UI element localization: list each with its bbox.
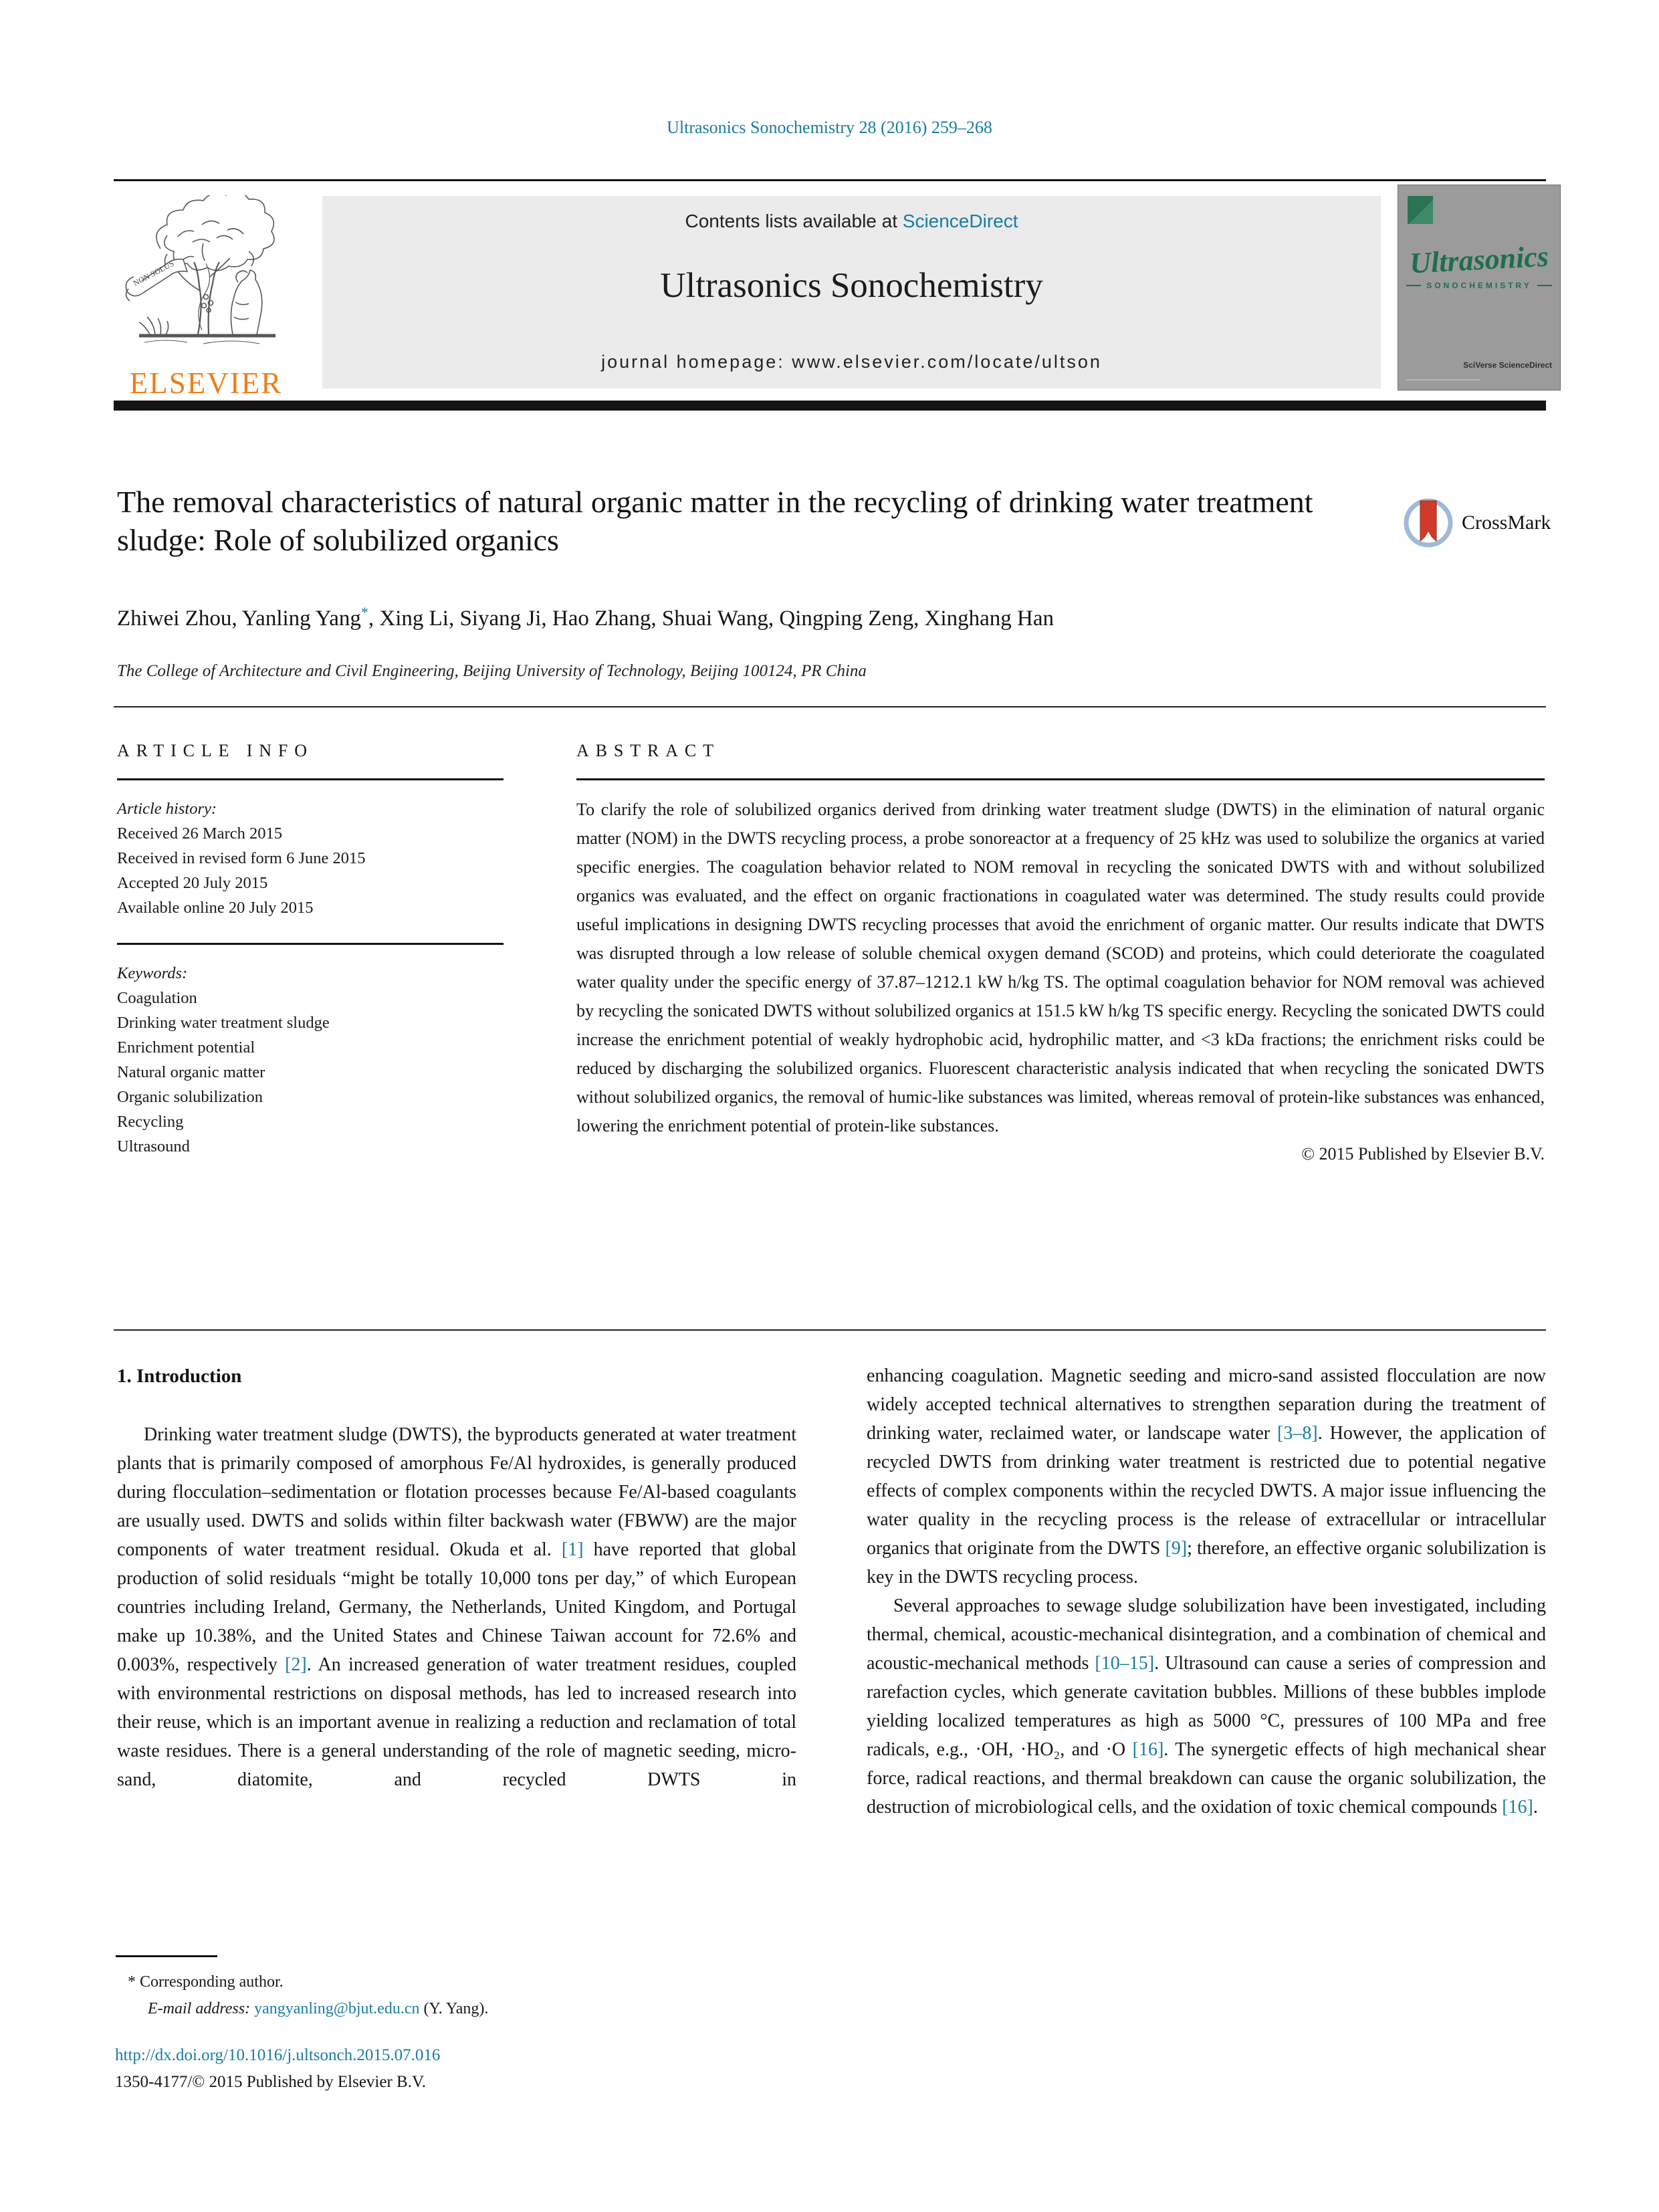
abstract-heading: ABSTRACT xyxy=(576,741,720,760)
history-item: Accepted 20 July 2015 xyxy=(117,874,268,892)
cover-rule-right xyxy=(1537,285,1552,286)
text-segment: have reported that global production of solid residuals “might be totally 10,000 tons per day,” of which European countries including Ireland, Germany, the Netherlands, United Kingdom, and Portugal make up 10.38%, and the United States and Chinese Taiwan account for 72.6% and 0.003%, respectively xyxy=(117,1539,796,1675)
crossmark-label: CrossMark xyxy=(1462,512,1551,534)
body-column-left xyxy=(117,1420,796,1794)
text-segment: E-mail address: xyxy=(148,2000,251,2017)
article-title: The removal characteristics of natural organic matter in the recycling of drinking water treatment sludge: Role of solubilized organics xyxy=(117,485,1313,557)
text-segment: . An increased generation of water treatment residues, coupled with environmental restrictions on disposal methods, has led to increased research into their reuse, which is an important avenue in realizing a reduction and reclamation of total waste residues. There is a general understanding of the role of magnetic seeding, micro-sand, diatomite, and recycled DWTS in xyxy=(117,1654,796,1790)
corresponding-author-note: * Corresponding author. xyxy=(128,1973,284,1991)
citation-link[interactable]: [16] xyxy=(1502,1797,1533,1817)
keyword-item: Drinking water treatment sludge xyxy=(117,1014,330,1032)
text-segment: ; therefore, an effective organic solubilization is key in the DWTS recycling process. xyxy=(867,1538,1546,1587)
journal-homepage-link[interactable]: journal homepage: www.elsevier.com/locate/ultson xyxy=(601,352,1102,372)
header-divider-bar xyxy=(114,401,1546,411)
elsevier-tree-icon xyxy=(119,195,293,361)
footnote xyxy=(117,1969,752,2022)
footnote-rule xyxy=(116,1955,217,1957)
article-history-label: Article history: xyxy=(117,800,217,818)
keyword-item: Recycling xyxy=(117,1113,184,1131)
abstract-bottom-rule xyxy=(114,1329,1546,1331)
history-item: Received in revised form 6 June 2015 xyxy=(117,849,366,867)
contents-line xyxy=(322,211,1381,232)
intro-paragraph xyxy=(867,1361,1546,1591)
citation-link[interactable]: [3–8] xyxy=(1277,1423,1318,1444)
journal-header xyxy=(322,196,1381,389)
cover-url-placeholder xyxy=(1406,379,1480,380)
affiliation-rule xyxy=(114,706,1546,707)
cover-rule-left xyxy=(1406,285,1421,286)
abstract-copyright: © 2015 Published by Elsevier B.V. xyxy=(1301,1144,1545,1164)
keyword-item: Coagulation xyxy=(117,989,197,1007)
history-item: Received 26 March 2015 xyxy=(117,824,282,843)
cover-sciverse-label: SciVerse ScienceDirect xyxy=(1463,360,1552,370)
introduction-heading: 1. Introduction xyxy=(117,1365,242,1387)
elsevier-logo xyxy=(115,195,297,401)
text-segment: . The synergetic effects of high mechanical shear force, radical reactions, and thermal breakdown can cause the organic solubilization, the destruction of microbiological cells, and the oxidation of toxic chemical compounds xyxy=(867,1739,1546,1817)
citation-link[interactable]: [1] xyxy=(561,1539,584,1560)
text-segment: Drinking water treatment sludge (DWTS), the byproducts generated at water treatment plants that is primarily composed of amorphous Fe/Al hydroxides, is generally produced during flocculation–sedimentation or flotation processes because Fe/Al-based coagulants are usually used. DWTS and solids within filter backwash water (FBWW) are the major components of water treatment residual. Okuda et al. xyxy=(117,1424,796,1560)
cover-subtitle-text: SONOCHEMISTRY xyxy=(1426,281,1532,290)
authors-before-star: Zhiwei Zhou, Yanling Yang xyxy=(117,606,361,631)
citation-link[interactable]: [10–15] xyxy=(1095,1653,1155,1674)
journal-cover xyxy=(1398,185,1561,391)
text-segment: (Y. Yang). xyxy=(419,2000,489,2017)
abstract-text: To clarify the role of solubilized organics derived from drinking water treatment sludge (DWTS) in the elimination of natural organic matter (NOM) in the DWTS recycling process, a probe sonoreactor at a frequency of 25 kHz was used to solubilize the organics at varied specific energies. The coagulation behavior related to NOM removal in recycling the sonicated DWTS with and without solubilized organics was evaluated, and the effect on organic fractionations in coagulated water was determined. The study results could provide useful implications in designing DWTS recycling processes that avoid the enrichment of organic matter. Our results indicate that DWTS was disrupted through a low release of soluble chemical oxygen demand (SCOD) and proteins, which could deteriorate the coagulated water quality under the specific energy of 37.87–1212.1 kW h/kg TS. The optimal coagulation behavior for NOM removal was achieved by recycling the sonicated DWTS without solubilized organics at 151.5 kW h/kg TS specific energy. Recycling the sonicated DWTS could increase the enrichment potential of weakly hydrophobic acid, hydrophilic matter, and <3 kDa fractions; the enrichment risks could be reduced by discharging the solubilized organics. Fluorescent characteristic analysis indicated that when recycling the sonicated DWTS without solubilized organics, the removal of humic-like substances was limited, whereas removal of protein-like substances was enhanced, lowering the enrichment potential of protein-like substances. xyxy=(576,800,1545,1135)
body-column-right xyxy=(867,1361,1546,1821)
keyword-item: Enrichment potential xyxy=(117,1038,255,1057)
affiliation: The College of Architecture and Civil Engineering, Beijing University of Technology, Beijing 100124, PR China xyxy=(117,662,867,680)
text-segment: . However, the application of recycled DWTS from drinking water treatment is restricted due to potential negative effects of complex components within the recycled DWTS. A major issue influencing the water quality in the recycling process is the release of extracellular or intracellular organics that originate from the DWTS xyxy=(867,1423,1547,1559)
cover-journal-script-title: Ultrasonics xyxy=(1408,239,1550,280)
elsevier-wordmark: ELSEVIER xyxy=(129,366,283,400)
cover-journal-subtitle xyxy=(1406,281,1552,290)
corresponding-author-star[interactable]: * xyxy=(360,604,368,621)
text-segment: Several approaches to sewage sludge solubilization have been investigated, including thermal, chemical, acoustic-mechanical disintegration, and a combination of chemical and acoustic-mechanical methods xyxy=(867,1595,1546,1674)
journal-citation: Ultrasonics Sonochemistry 28 (2016) 259–268 xyxy=(667,118,992,137)
keyword-item: Natural organic matter xyxy=(117,1063,265,1081)
author-list xyxy=(117,604,1054,631)
crossmark-icon xyxy=(1402,496,1455,550)
article-info-rule xyxy=(117,778,504,780)
citation-link[interactable]: [16] xyxy=(1132,1739,1164,1760)
text-segment: enhancing coagulation. Magnetic seeding and micro-sand assisted flocculation are now widely accepted technical alternatives to strengthen separation during the treatment of drinking water, reclaimed water, or landscape water xyxy=(867,1365,1546,1444)
keywords-rule xyxy=(117,943,504,945)
keyword-item: Organic solubilization xyxy=(117,1088,263,1106)
citation-link[interactable]: [9] xyxy=(1165,1538,1188,1559)
abstract-section xyxy=(576,741,1545,1164)
intro-paragraph xyxy=(867,1591,1546,1821)
sciencedirect-link[interactable]: ScienceDirect xyxy=(902,211,1018,231)
authors-after-star: , Xing Li, Siyang Ji, Hao Zhang, Shuai Wang, Qingping Zeng, Xinghang Han xyxy=(368,606,1054,631)
intro-paragraph xyxy=(117,1420,796,1794)
article-info-heading: ARTICLE INFO xyxy=(117,741,314,760)
article-info-section xyxy=(117,741,504,1159)
history-item: Available online 20 July 2015 xyxy=(117,899,314,917)
journal-title: Ultrasonics Sonochemistry xyxy=(660,266,1043,305)
keywords-label: Keywords: xyxy=(117,964,188,982)
cover-publisher-icon xyxy=(1408,196,1433,224)
keyword-item: Ultrasound xyxy=(117,1137,190,1155)
doi-link[interactable]: http://dx.doi.org/10.1016/j.ultsonch.2015.07.016 xyxy=(115,2046,441,2064)
non-solus-banner-text: NON SOLUS xyxy=(131,258,176,288)
contents-line-prefix: Contents lists available at xyxy=(685,211,903,231)
header-top-rule xyxy=(114,179,1546,181)
text-segment: . xyxy=(1533,1797,1538,1817)
text-segment: . Ultrasound can cause a series of compression and rarefaction cycles, which generate cavitation bubbles. Millions of these bubbles implode yielding localized temperatures as high as 5000 °C, pressures of 100 MPa and free radicals, e.g., ·OH, ·HO₂, and ·O xyxy=(867,1653,1546,1760)
citation-link[interactable]: yangyanling@bjut.edu.cn xyxy=(254,2000,420,2017)
email-address-line xyxy=(117,1995,752,2022)
issn-copyright-line: 1350-4177/© 2015 Published by Elsevier B.V. xyxy=(115,2073,427,2091)
abstract-rule xyxy=(576,778,1545,780)
citation-link[interactable]: [2] xyxy=(285,1654,307,1675)
crossmark-badge[interactable] xyxy=(1402,496,1551,550)
